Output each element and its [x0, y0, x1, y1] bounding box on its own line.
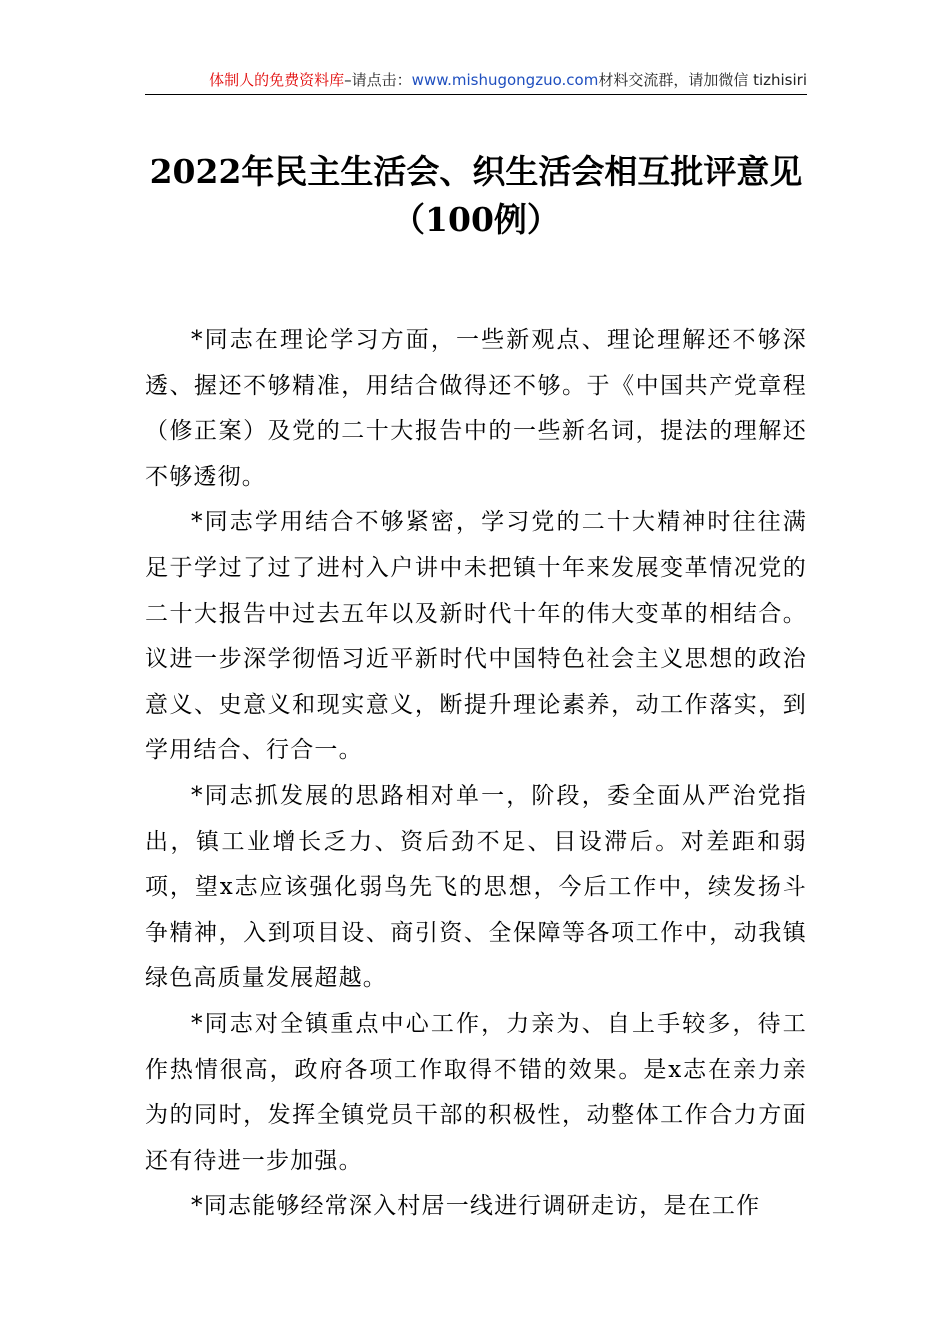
paragraph: *同志能够经常深入村居一线进行调研走访，是在工作 — [191, 1193, 761, 1220]
paragraph: *同志在理论学习方面，一些新观点、理论理解还不够深透、握还不够精准，用结合做得还不够。于《中国共产党章程（修正案）及党的二十大报告中的一些新名词，提法的理解还不够透彻。 — [145, 327, 807, 490]
header-site-name: 体制人的免费资料库 — [209, 71, 345, 89]
document-title: 2022年民主生活会、织生活会相互批评意见（100例） — [149, 152, 803, 239]
paragraph: *同志学用结合不够紧密，学习党的二十大精神时往往满足于学过了过了进村入户讲中未把镇十年来发展变革情况党的二十大报告中过去五年以及新时代十年的伟大变革的相结合。议进一步深学彻悟习近平新时代中国特色社会主义思想的政治意义、史意义和现实意义，断提升理论素养，动工作落实，到学用结合、行合一。 — [145, 509, 807, 764]
page-header — [145, 66, 807, 95]
header-url-link[interactable]: www.mishugongzuo.com — [411, 71, 599, 89]
document-body — [145, 318, 807, 1230]
paragraph: *同志抓发展的思路相对单一，阶段，委全面从严治党指出，镇工业增长乏力、资后劲不足、目设滞后。对差距和弱项，望x志应该强化弱鸟先飞的思想，今后工作中，续发扬斗争精神，入到项目设、商引资、全保障等各项工作中，动我镇绿色高质量发展超越。 — [145, 782, 807, 992]
header-click-prompt: –请点击： — [344, 71, 412, 89]
header-contact: 材料交流群，请加微信 tizhisiri — [598, 71, 807, 89]
paragraph: *同志对全镇重点中心工作，力亲为、自上手较多，待工作热情很高，政府各项工作取得不错的效果。是x志在亲力亲为的同时，发挥全镇党员干部的积极性，动整体工作合力方面还有待进一步加强。 — [145, 1010, 807, 1174]
